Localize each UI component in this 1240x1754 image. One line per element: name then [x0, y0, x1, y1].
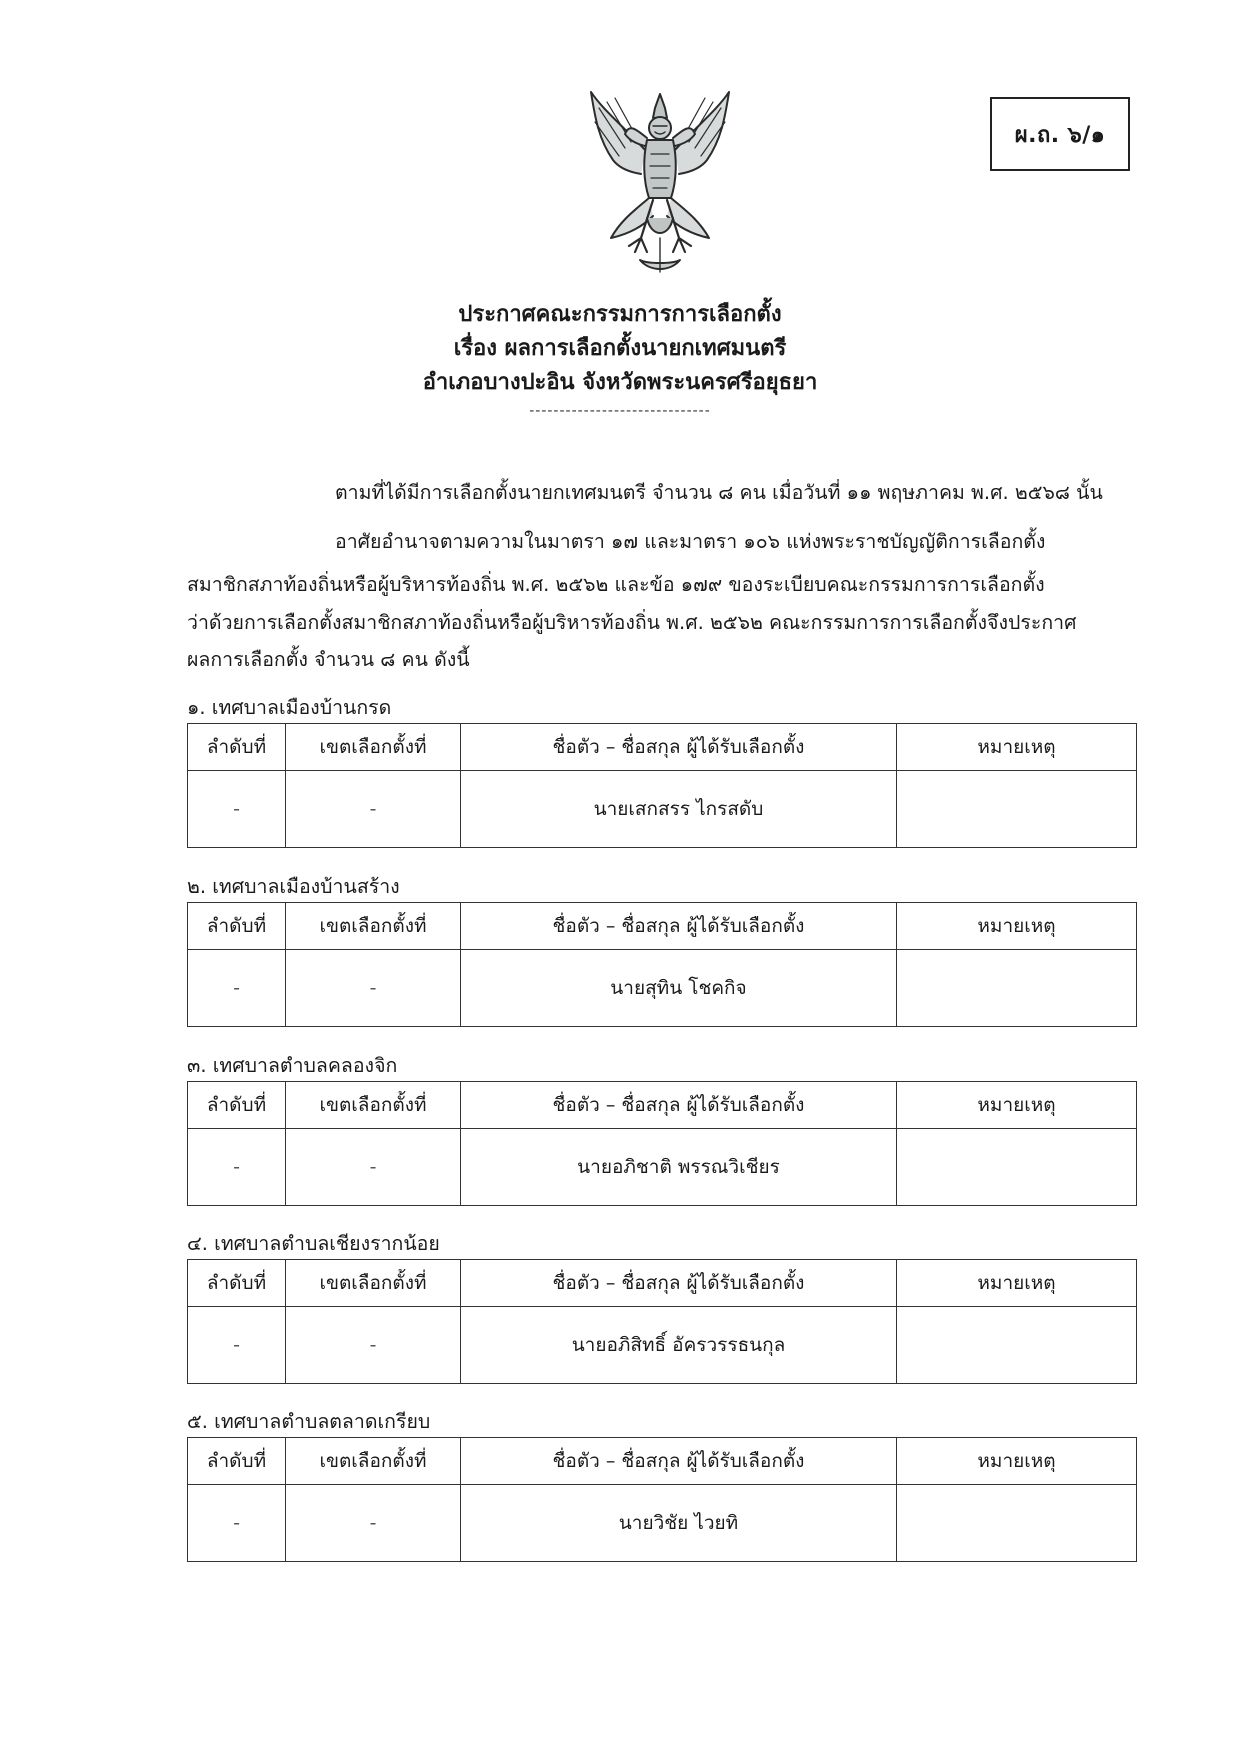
paragraph-2-line-4: ผลการเลือกตั้ง จำนวน ๘ คน ดังนี้: [187, 648, 470, 671]
header-no: ลำดับที่: [188, 1438, 286, 1485]
table-row: [188, 1485, 1137, 1562]
section-caption-5: ๕. เทศบาลตำบลตลาดเกรียบ: [187, 1410, 431, 1433]
cell-no: -: [188, 771, 286, 848]
header-name: ชื่อตัว – ชื่อสกุล ผู้ได้รับเลือกตั้ง: [461, 903, 897, 950]
cell-name: นายสุทิน โชคกิจ: [461, 950, 897, 1027]
header-name: ชื่อตัว – ชื่อสกุล ผู้ได้รับเลือกตั้ง: [461, 1438, 897, 1485]
header-name: ชื่อตัว – ชื่อสกุล ผู้ได้รับเลือกตั้ง: [461, 1260, 897, 1307]
header-zone: เขตเลือกตั้งที่: [286, 724, 461, 771]
result-table-1: [187, 723, 1137, 848]
section-caption-1: ๑. เทศบาลเมืองบ้านกรด: [187, 696, 392, 719]
cell-name: นายเสกสรร ไกรสดับ: [461, 771, 897, 848]
cell-no: -: [188, 1485, 286, 1562]
cell-note: [897, 950, 1137, 1027]
header-name: ชื่อตัว – ชื่อสกุล ผู้ได้รับเลือกตั้ง: [461, 724, 897, 771]
paragraph-1: ตามที่ได้มีการเลือกตั้งนายกเทศมนตรี จำนวน ๘ คน เมื่อวันที่ ๑๑ พฤษภาคม พ.ศ. ๒๕๖๘ นั้น: [335, 481, 1103, 504]
section-caption-2: ๒. เทศบาลเมืองบ้านสร้าง: [187, 875, 400, 898]
header-note: หมายเหตุ: [897, 1082, 1137, 1129]
cell-name: นายวิชัย ไวยทิ: [461, 1485, 897, 1562]
table-header-row: [188, 1260, 1137, 1307]
cell-note: [897, 1485, 1137, 1562]
table-header-row: [188, 1082, 1137, 1129]
table-row: [188, 771, 1137, 848]
cell-zone: -: [286, 950, 461, 1027]
header-no: ลำดับที่: [188, 1260, 286, 1307]
form-code-box: ผ.ถ. ๖/๑: [990, 97, 1130, 171]
paragraph-2-line-1: อาศัยอำนาจตามความในมาตรา ๑๗ และมาตรา ๑๐๖ แห่งพระราชบัญญัติการเลือกตั้ง: [335, 530, 1046, 553]
cell-note: [897, 1307, 1137, 1384]
title-divider: ------------------------------: [529, 403, 711, 419]
announcement-title: [0, 298, 1240, 420]
cell-note: [897, 1129, 1137, 1206]
title-line-1: ประกาศคณะกรรมการการเลือกตั้ง: [458, 302, 782, 327]
header-no: ลำดับที่: [188, 1082, 286, 1129]
result-table-4: [187, 1259, 1137, 1384]
title-line-2: เรื่อง ผลการเลือกตั้งนายกเทศมนตรี: [453, 336, 787, 361]
cell-zone: -: [286, 771, 461, 848]
header-note: หมายเหตุ: [897, 724, 1137, 771]
header-no: ลำดับที่: [188, 903, 286, 950]
paragraph-2-line-2: สมาชิกสภาท้องถิ่นหรือผู้บริหารท้องถิ่น พ.ศ. ๒๕๖๒ และข้อ ๑๗๙ ของระเบียบคณะกรรมการการเลือกตั้ง: [187, 573, 1045, 596]
cell-name: นายอภิชาติ พรรณวิเชียร: [461, 1129, 897, 1206]
header-note: หมายเหตุ: [897, 903, 1137, 950]
cell-zone: -: [286, 1129, 461, 1206]
cell-no: -: [188, 950, 286, 1027]
cell-zone: -: [286, 1307, 461, 1384]
table-row: [188, 1129, 1137, 1206]
table-row: [188, 950, 1137, 1027]
table-header-row: [188, 903, 1137, 950]
result-table-2: [187, 902, 1137, 1027]
table-header-row: [188, 724, 1137, 771]
title-line-3: อำเภอบางปะอิน จังหวัดพระนครศรีอยุธยา: [422, 370, 818, 395]
header-note: หมายเหตุ: [897, 1438, 1137, 1485]
header-zone: เขตเลือกตั้งที่: [286, 903, 461, 950]
cell-no: -: [188, 1129, 286, 1206]
header-name: ชื่อตัว – ชื่อสกุล ผู้ได้รับเลือกตั้ง: [461, 1082, 897, 1129]
header-zone: เขตเลือกตั้งที่: [286, 1438, 461, 1485]
result-table-5: [187, 1437, 1137, 1562]
cell-no: -: [188, 1307, 286, 1384]
cell-zone: -: [286, 1485, 461, 1562]
header-zone: เขตเลือกตั้งที่: [286, 1082, 461, 1129]
cell-name: นายอภิสิทธิ์ อัครวรรธนกุล: [461, 1307, 897, 1384]
garuda-emblem-icon: [585, 88, 735, 276]
table-row: [188, 1307, 1137, 1384]
table-header-row: [188, 1438, 1137, 1485]
header-no: ลำดับที่: [188, 724, 286, 771]
header-zone: เขตเลือกตั้งที่: [286, 1260, 461, 1307]
header-note: หมายเหตุ: [897, 1260, 1137, 1307]
paragraph-2-line-3: ว่าด้วยการเลือกตั้งสมาชิกสภาท้องถิ่นหรือผู้บริหารท้องถิ่น พ.ศ. ๒๕๖๒ คณะกรรมการการเลือกตั้งจึงประกาศ: [187, 611, 1077, 634]
section-caption-4: ๔. เทศบาลตำบลเชียงรากน้อย: [187, 1232, 440, 1255]
result-table-3: [187, 1081, 1137, 1206]
section-caption-3: ๓. เทศบาลตำบลคลองจิก: [187, 1054, 398, 1077]
cell-note: [897, 771, 1137, 848]
